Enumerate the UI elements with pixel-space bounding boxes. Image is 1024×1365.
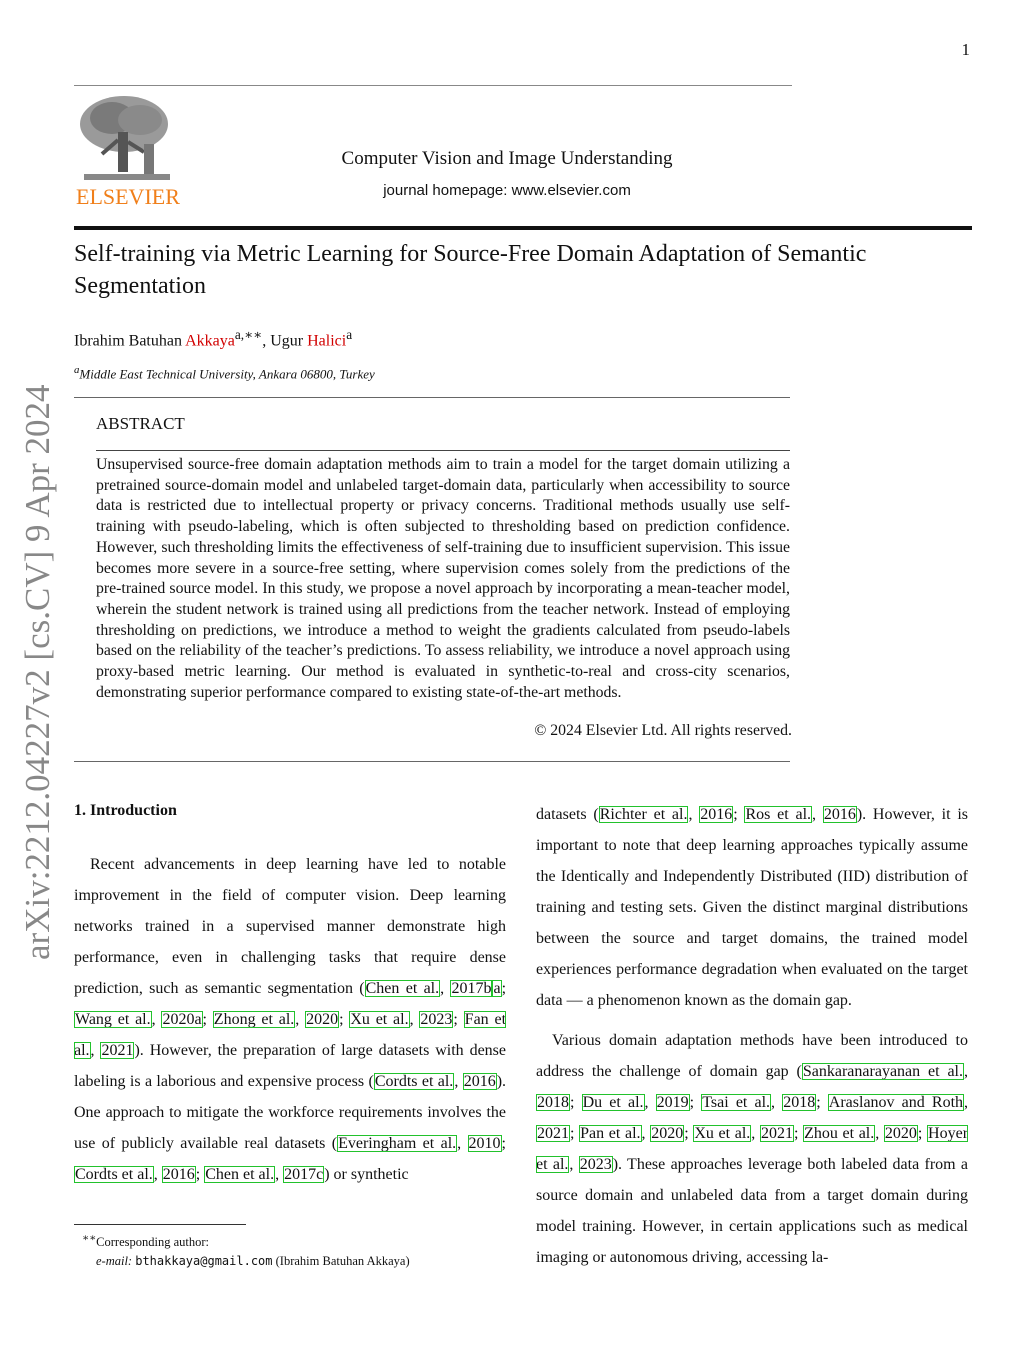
citation-link[interactable]: 2016 xyxy=(823,806,856,823)
text-span: ). However, the preparation of large datasets with dense labeling is a laborious and expensive process ( xyxy=(74,1042,507,1090)
text-span: , xyxy=(153,1166,162,1183)
text-span: ; xyxy=(453,1011,464,1028)
affiliation-text: Middle East Technical University, Ankara 06800, Turkey xyxy=(79,366,375,382)
citation-link[interactable]: 2018 xyxy=(537,1094,569,1111)
text-span: ). These approaches leverage both labeled data from a source domain and unlabeled data from a target domain during model training. However, in certain applications such as medical imaging or autonomous driving, accessing la- xyxy=(536,1156,969,1266)
citation-link[interactable]: Fan et al. xyxy=(74,1011,507,1059)
citation-link[interactable]: Richter et al. xyxy=(599,806,688,823)
text-span: ; xyxy=(917,1125,928,1142)
text-span: ; xyxy=(689,1094,702,1111)
citation-link[interactable]: a xyxy=(493,980,501,997)
text-span: ). However, it is important to note that deep learning approaches typically assume the Identically and Independently Distributed (IID) distribution of training and testing sets. Given the distinct marginal distributions between the source and target domains, the trained model experiences performance degradation when evaluated on the target data — a phenomenon known as the domain gap. xyxy=(536,806,969,1009)
citation-link[interactable]: Chen et al. xyxy=(205,1166,275,1183)
text-span: , xyxy=(875,1125,884,1142)
citation-link[interactable]: 2016 xyxy=(700,806,733,823)
text-span: ; xyxy=(195,1166,205,1183)
text-span: ; xyxy=(501,980,507,997)
text-span: ; xyxy=(684,1125,694,1142)
abstract-text: Unsupervised source-free domain adaptation methods aim to train a model for the target domain utilizing a pretrained source-domain model and unlabeled target-domain data, particularly when accessibility to source data is restricted due to intellectual property or privacy concerns. Traditional methods usually use self-training with pseudo-labeling, which is often subjected to thresholding based on prediction confidence. However, such thresholding limits the effectiveness of self-training due to insufficient supervision. This issue becomes more severe in a source-free setting, where supervision comes solely from the predictions of the pre-trained source model. In this study, we propose a novel approach by incorporating a mean-teacher model, wherein the student network is trained using all predictions from the teacher network. Instead of employing thresholding on predictions, we introduce a method to weight the gradients calculated from pseudo-labels based on the reliability of the teacher’s predictions. To assess reliability, we introduce a novel approach using proxy-based metric learning. Our method is evaluated in synthetic-to-real and cross-city scenarios, demonstrating superior performance compared to existing state-of-the-art methods. xyxy=(96,456,790,701)
paragraph xyxy=(74,849,506,1190)
text-span: ; xyxy=(501,1135,506,1152)
citation-link[interactable]: 2016 xyxy=(463,1073,496,1090)
text-span: ; xyxy=(816,1094,828,1111)
text-span: , xyxy=(771,1094,783,1111)
text-span: , xyxy=(569,1156,579,1173)
citation-link[interactable]: Zhou et al. xyxy=(804,1125,875,1142)
text-span: , xyxy=(641,1125,651,1142)
text-span: , xyxy=(964,1063,968,1080)
author-link-akkaya[interactable]: Akkaya xyxy=(185,332,235,350)
author-sup: a xyxy=(346,327,353,342)
text-span: ; xyxy=(202,1011,213,1028)
citation-link[interactable]: Cordts et al. xyxy=(75,1166,153,1183)
email-address[interactable]: bthakkaya@gmail.com xyxy=(135,1254,273,1269)
footnote-line xyxy=(82,1252,410,1271)
abstract-heading: ABSTRACT xyxy=(96,414,185,433)
citation-link[interactable]: Sankaranarayanan et al. xyxy=(802,1063,963,1080)
email-label: e-mail: xyxy=(96,1254,133,1269)
citation-link[interactable]: 2020a xyxy=(162,1011,202,1028)
citation-link[interactable]: 2010 xyxy=(468,1135,501,1152)
intro-left-column xyxy=(74,849,506,1190)
footnote-line xyxy=(82,1229,410,1252)
citation-link[interactable]: Araslanov and Roth xyxy=(828,1094,964,1111)
footnote-rule xyxy=(74,1224,246,1225)
author-first: Ibrahim Batuhan xyxy=(74,332,186,350)
arxiv-stamp: arXiv:2212.04227v2 [cs.CV] 9 Apr 2024 xyxy=(18,384,57,960)
text-span: Various domain adaptation methods have been introduced to address the challenge of domain gap ( xyxy=(536,1032,968,1080)
author-sup: a,∗∗ xyxy=(234,327,263,342)
text-span: , xyxy=(457,1135,468,1152)
affiliation-sup: a xyxy=(74,364,80,376)
citation-link[interactable]: 2021 xyxy=(760,1125,793,1142)
paragraph xyxy=(536,799,968,1016)
footnote-name: (Ibrahim Batuhan Akkaya) xyxy=(275,1254,410,1269)
text-span: , xyxy=(751,1125,760,1142)
text-span: ; xyxy=(570,1094,582,1111)
citation-link[interactable]: Du et al. xyxy=(582,1094,644,1111)
text-span: , xyxy=(644,1094,656,1111)
text-span: , xyxy=(90,1042,101,1059)
citation-link[interactable]: 2016 xyxy=(162,1166,195,1183)
text-span: ; xyxy=(339,1011,350,1028)
journal-name: Computer Vision and Image Understanding xyxy=(341,148,673,169)
text-span: , xyxy=(964,1094,969,1111)
citation-link[interactable]: 2020 xyxy=(306,1011,339,1028)
citation-link[interactable]: Chen et al. xyxy=(365,980,440,997)
elsevier-tree-icon xyxy=(74,92,180,210)
page-number: 1 xyxy=(961,40,970,59)
intro-right-column xyxy=(536,799,968,1273)
text-span: , xyxy=(275,1166,284,1183)
paragraph xyxy=(536,1025,968,1273)
copyright: © 2024 Elsevier Ltd. All rights reserved. xyxy=(534,722,792,739)
citation-link[interactable]: 2017b xyxy=(451,980,492,997)
abstract-rule-mid xyxy=(96,450,790,451)
text-span: ). One approach to mitigate the workforce requirements involves the use of publicly available real datasets ( xyxy=(74,1073,507,1152)
author-link-halici[interactable]: Halici xyxy=(307,332,347,350)
footnote-label: Corresponding author: xyxy=(96,1235,209,1250)
text-span: , xyxy=(454,1073,463,1090)
citation-link[interactable]: 2023 xyxy=(420,1011,453,1028)
section-heading: 1. Introduction xyxy=(74,802,177,819)
citation-link[interactable]: 2019 xyxy=(656,1094,689,1111)
text-span: , xyxy=(440,980,451,997)
citation-link[interactable]: 2020 xyxy=(884,1125,917,1142)
text-span: Recent advancements in deep learning have led to notable improvement in the field of computer vision. Deep learning networks trained in a supervised manner demonstrate high performance, even in challenging tasks that require dense prediction, such as semantic segmentation ( xyxy=(74,856,506,997)
citation-link[interactable]: 2023 xyxy=(579,1156,612,1173)
text-span: datasets ( xyxy=(536,806,599,823)
text-span: , xyxy=(688,806,700,823)
text-span: , xyxy=(295,1011,306,1028)
author-sep: , Ugur xyxy=(262,332,308,350)
citation-link[interactable]: Tsai et al. xyxy=(702,1094,771,1111)
text-span: , xyxy=(409,1011,420,1028)
abstract-rule-bottom xyxy=(74,761,790,762)
citation-link[interactable]: Zhong et al. xyxy=(213,1011,295,1028)
title-rule xyxy=(74,226,972,230)
author-list xyxy=(74,327,352,350)
logo-text: ELSEVIER xyxy=(76,184,180,209)
citation-link[interactable]: Ros et al. xyxy=(745,806,812,823)
text-span: ; xyxy=(570,1125,580,1142)
header-rule xyxy=(74,85,792,86)
text-span: ; xyxy=(793,1125,804,1142)
text-span: ; xyxy=(733,806,745,823)
citation-link[interactable]: 2021 xyxy=(101,1042,134,1059)
citation-link[interactable]: Xu et al. xyxy=(694,1125,751,1142)
footnote xyxy=(82,1229,410,1271)
text-span: , xyxy=(812,806,823,823)
citation-link[interactable]: 2017c xyxy=(284,1166,324,1183)
citation-link[interactable]: Pan et al. xyxy=(580,1125,641,1142)
elsevier-logo xyxy=(74,92,180,210)
citation-link[interactable]: 2020 xyxy=(651,1125,684,1142)
text-span: ) or synthetic xyxy=(324,1166,409,1183)
text-span: , xyxy=(151,1011,162,1028)
footnote-mark: ∗∗ xyxy=(82,1233,97,1244)
citation-link[interactable]: 2021 xyxy=(537,1125,569,1142)
affiliation xyxy=(74,364,375,382)
paper-title: Self-training via Metric Learning for Source-Free Domain Adaptation of Semantic Segmentation xyxy=(74,241,867,299)
citation-link[interactable]: Everingham et al. xyxy=(338,1135,457,1152)
citation-link[interactable]: Xu et al. xyxy=(350,1011,409,1028)
journal-homepage[interactable]: journal homepage: www.elsevier.com xyxy=(383,182,631,199)
citation-link[interactable]: Hoyer et al. xyxy=(536,1125,969,1173)
citation-link[interactable]: 2018 xyxy=(783,1094,816,1111)
citation-link[interactable]: Wang et al. xyxy=(75,1011,151,1028)
abstract-rule-top xyxy=(74,397,790,398)
citation-link[interactable]: Cordts et al. xyxy=(374,1073,454,1090)
